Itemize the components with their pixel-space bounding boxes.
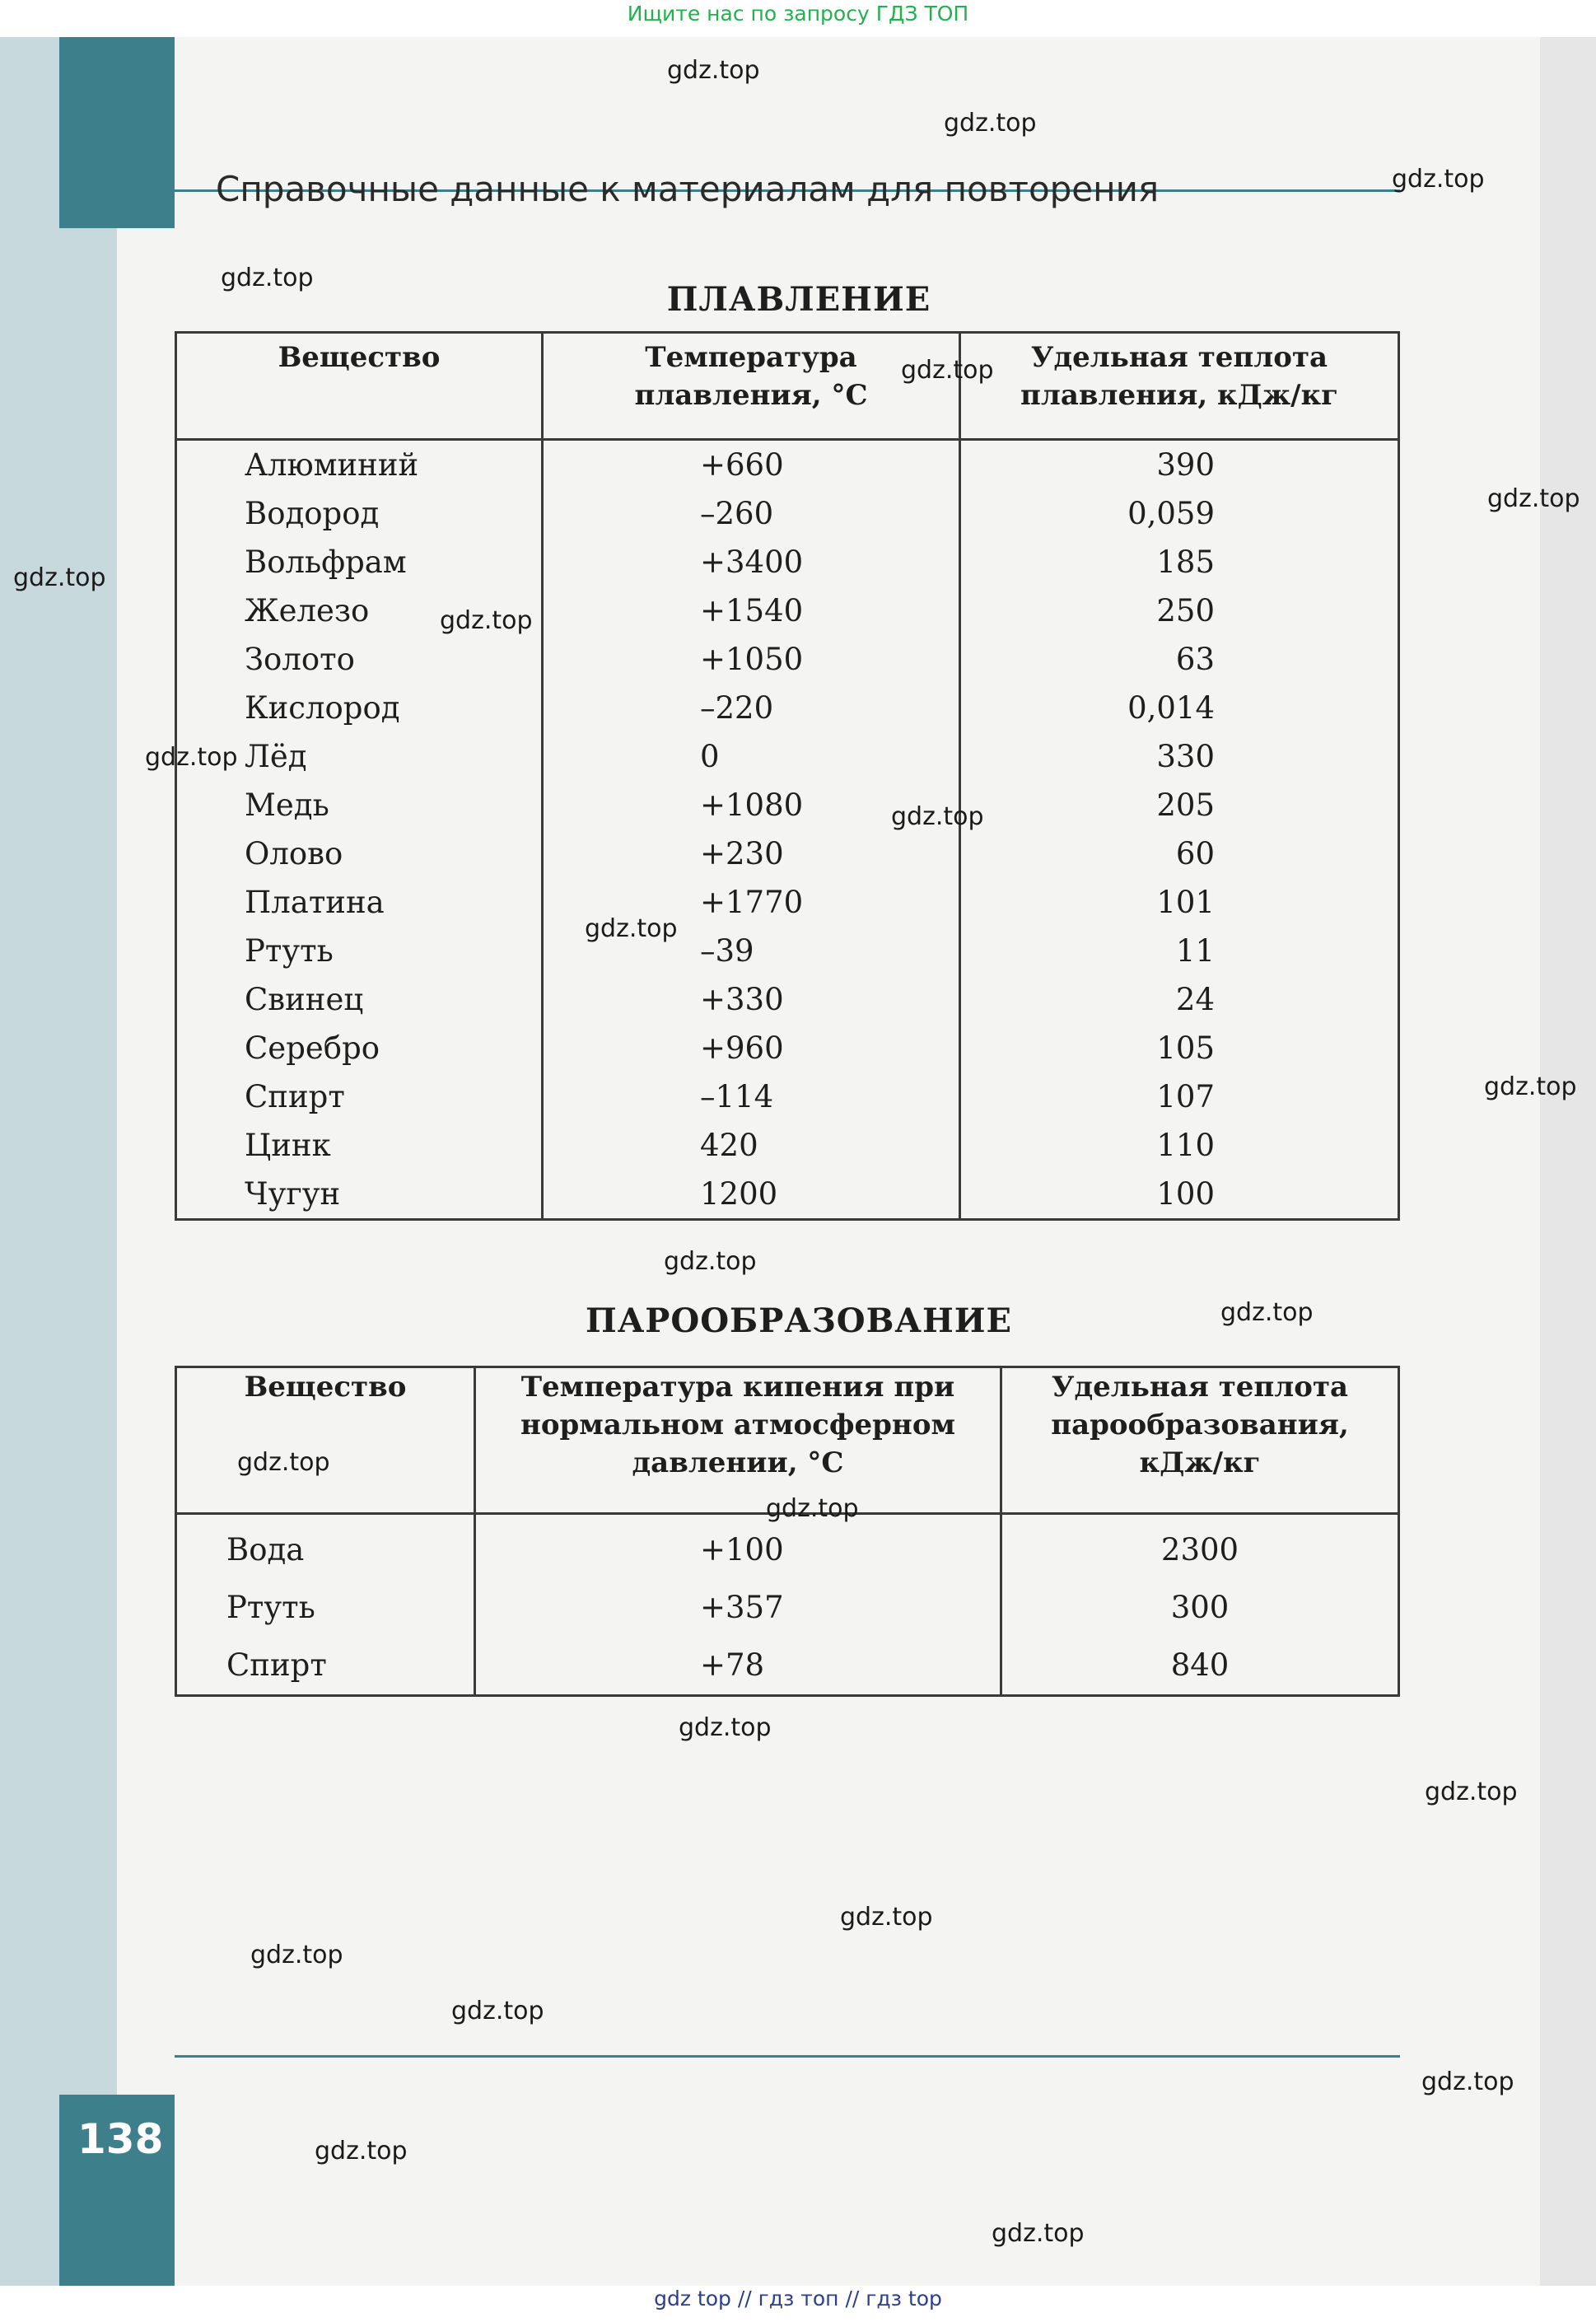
melting-substance-cell: Железо xyxy=(245,593,370,628)
vaporization-temperature-column xyxy=(475,1514,1001,1696)
melting-heat-cell: 205 xyxy=(1156,787,1215,823)
vaporization-substance-cell: Спирт xyxy=(226,1647,327,1683)
melting-temperature-cell: +1080 xyxy=(700,787,804,823)
melting-temperature-cell: +330 xyxy=(700,982,784,1017)
watermark: gdz.top xyxy=(315,2137,408,2165)
watermark: gdz.top xyxy=(250,1941,343,1969)
melting-temperature-cell: +660 xyxy=(700,447,784,483)
vaporization-heat-cell: 2300 xyxy=(1160,1532,1239,1567)
melting-temperature-cell: +230 xyxy=(700,836,784,871)
melting-heat-cell: 63 xyxy=(1175,642,1215,677)
melting-substance-cell: Кислород xyxy=(245,690,400,726)
melting-substance-cell: Чугун xyxy=(245,1176,341,1212)
vaporization-heat-cell: 300 xyxy=(1170,1590,1230,1625)
watermark: gdz.top xyxy=(1425,1778,1518,1806)
watermark: gdz.top xyxy=(585,914,678,943)
melting-substance-cell: Медь xyxy=(245,787,329,823)
page-number: 138 xyxy=(77,2115,164,2163)
melting-temperature-cell: 1200 xyxy=(700,1176,778,1212)
melting-header-temperature: Температура плавления, °C xyxy=(543,333,960,440)
melting-heat-cell: 330 xyxy=(1156,739,1215,774)
watermark: gdz.top xyxy=(840,1903,933,1932)
watermark: gdz.top xyxy=(1220,1298,1314,1327)
melting-heat-cell: 0,059 xyxy=(1127,496,1215,531)
melting-temperature-cell: –39 xyxy=(700,933,754,969)
melting-heat-cell: 110 xyxy=(1156,1128,1215,1163)
melting-temperature-cell: +960 xyxy=(700,1030,784,1066)
vaporization-substance-column xyxy=(176,1514,475,1696)
melting-substance-cell: Лёд xyxy=(245,739,307,774)
melting-heat-cell: 185 xyxy=(1156,544,1215,580)
melting-heat-cell: 0,014 xyxy=(1127,690,1215,726)
melting-substance-cell: Алюминий xyxy=(245,447,419,483)
melting-heat-cell: 107 xyxy=(1156,1079,1215,1114)
melting-temperature-cell: –114 xyxy=(700,1079,774,1114)
melting-heat-cell: 105 xyxy=(1156,1030,1215,1066)
vaporization-temperature-cell: +100 xyxy=(700,1532,784,1567)
melting-temperature-cell: +3400 xyxy=(700,544,804,580)
melting-temperature-cell: 420 xyxy=(700,1128,758,1163)
watermark: gdz.top xyxy=(766,1494,859,1523)
vaporization-section-title: ПАРООБРАЗОВАНИЕ xyxy=(585,1301,1013,1340)
melting-substance-cell: Вольфрам xyxy=(245,544,407,580)
watermark: gdz.top xyxy=(1487,484,1580,513)
melting-temperature-cell: +1050 xyxy=(700,642,804,677)
vaporization-temperature-cell: +78 xyxy=(700,1647,765,1683)
melting-table xyxy=(175,331,1400,1221)
watermark: gdz.top xyxy=(1392,165,1485,194)
watermark: gdz.top xyxy=(13,563,106,592)
watermark: gdz.top xyxy=(891,802,984,831)
melting-substance-cell: Золото xyxy=(245,642,355,677)
watermark: gdz.top xyxy=(451,1997,544,2025)
vaporization-header-substance: Вещество xyxy=(176,1367,475,1514)
watermark: gdz.top xyxy=(664,1247,757,1276)
melting-temperature-cell: –260 xyxy=(700,496,774,531)
melting-heat-cell: 60 xyxy=(1175,836,1215,871)
melting-substance-column xyxy=(176,440,543,1220)
footer-rule xyxy=(175,2055,1400,2058)
melting-heat-cell: 390 xyxy=(1156,447,1215,483)
melting-substance-cell: Серебро xyxy=(245,1030,380,1066)
melting-temperature-cell: 0 xyxy=(700,739,720,774)
watermark: gdz.top xyxy=(145,743,238,772)
bottom-banner: gdz top // гдз топ // гдз top xyxy=(654,2287,942,2310)
watermark: gdz.top xyxy=(667,56,760,85)
melting-section-title: ПЛАВЛЕНИЕ xyxy=(666,280,931,319)
watermark: gdz.top xyxy=(237,1448,330,1477)
melting-header-substance: Вещество xyxy=(176,333,543,440)
melting-header-heat: Удельная теплота плавления, кДж/кг xyxy=(960,333,1399,440)
melting-substance-cell: Олово xyxy=(245,836,343,871)
melting-heat-cell: 24 xyxy=(1175,982,1215,1017)
watermark: gdz.top xyxy=(679,1713,772,1742)
vaporization-substance-cell: Вода xyxy=(226,1532,305,1567)
melting-heat-cell: 250 xyxy=(1156,593,1215,628)
melting-substance-cell: Ртуть xyxy=(245,933,334,969)
melting-heat-cell: 101 xyxy=(1156,885,1215,920)
melting-substance-cell: Цинк xyxy=(245,1128,331,1163)
melting-substance-cell: Спирт xyxy=(245,1079,345,1114)
watermark: gdz.top xyxy=(440,606,533,635)
melting-substance-cell: Платина xyxy=(245,885,385,920)
watermark: gdz.top xyxy=(221,264,314,292)
vaporization-temperature-cell: +357 xyxy=(700,1590,784,1625)
watermark: gdz.top xyxy=(1421,2067,1514,2096)
vaporization-heat-column xyxy=(1001,1514,1399,1696)
left-margin xyxy=(0,37,117,2286)
melting-temperature-cell: –220 xyxy=(700,690,774,726)
melting-substance-cell: Свинец xyxy=(245,982,364,1017)
melting-substance-cell: Водород xyxy=(245,496,380,531)
header-accent-strip xyxy=(59,37,175,228)
melting-temperature-cell: +1770 xyxy=(700,885,804,920)
watermark: gdz.top xyxy=(944,109,1037,138)
vaporization-heat-cell: 840 xyxy=(1170,1647,1230,1683)
vaporization-substance-cell: Ртуть xyxy=(226,1590,315,1625)
melting-heat-column xyxy=(960,440,1399,1220)
melting-heat-cell: 100 xyxy=(1156,1176,1215,1212)
watermark: gdz.top xyxy=(901,356,994,385)
watermark: gdz.top xyxy=(992,2219,1085,2248)
top-banner: Ищите нас по запросу ГДЗ ТОП xyxy=(627,2,969,26)
page-edge-shadow xyxy=(1540,37,1596,2286)
melting-temperature-cell: +1540 xyxy=(700,593,804,628)
vaporization-header-temperature: Температура кипения при нормальном атмосферном давлении, °C xyxy=(475,1367,1001,1514)
page-title: Справочные данные к материалам для повторения xyxy=(216,169,1160,209)
vaporization-header-heat: Удельная теплота парообразования, кДж/кг xyxy=(1001,1367,1399,1514)
vaporization-table xyxy=(175,1366,1400,1697)
melting-heat-cell: 11 xyxy=(1175,933,1215,969)
watermark: gdz.top xyxy=(1484,1072,1577,1101)
